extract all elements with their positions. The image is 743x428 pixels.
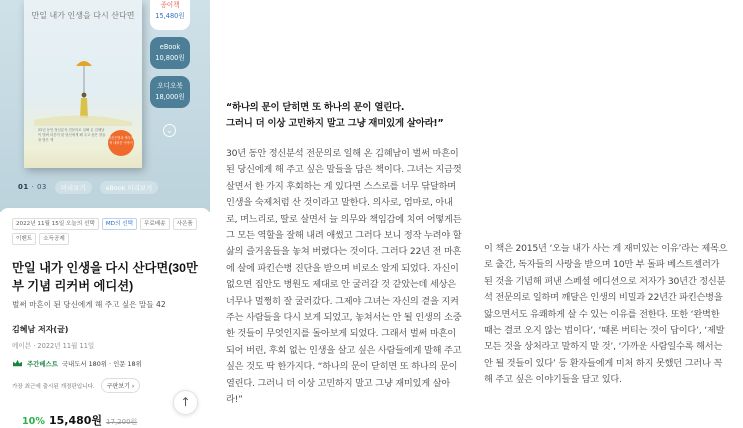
sale-price: 15,480원 bbox=[48, 414, 103, 427]
scroll-top-button[interactable] bbox=[173, 390, 198, 415]
crown-icon bbox=[12, 359, 23, 368]
highlight-quote bbox=[226, 100, 464, 132]
description-right: 이 책은 2015년 ‘오늘 내가 사는 게 재미있는 이유’라는 제목으로 출간, 독자들의 사랑을 받으며 10만 부 돌파 베스트셀러가 된 것을 기념해 펴낸 스페셜 에디션으로 저자가 30년간 정신분석 전문의로 일하며 깨달은 인생의 비밀과 22년간 파킨슨병을 앓으면서도 유쾌하게 살 수 있는 이유를 전한다. 또한 ‘완벽한 때는 결코 오지 않는 법이다’, ‘때론 버티는 것이 답이다’, ‘제발 모든 것을 상처라고 말하지 말 것’, ‘가까운 사람일수록 해서는 안 될 것들이 있다’ 등 환자들에게 미처 하지 못했던 그러나 꼭 해 주고 싶은 이야기들을 담고 있다. bbox=[484, 243, 728, 386]
tag-gift[interactable]: 사은품 bbox=[173, 218, 197, 230]
format-paper-button[interactable] bbox=[150, 0, 190, 30]
cover-title: 만일 내가 인생을 다시 산다면 bbox=[31, 11, 135, 20]
book-cover-image[interactable] bbox=[24, 0, 142, 168]
cover-blurb: 22년 동안 정신분석 전문의로 일해 온 김혜남이 벌써 마흔이 된 당신에게 해 주고 싶은 말들을 담은 책 bbox=[38, 128, 106, 142]
format-audiobook-button[interactable] bbox=[150, 76, 190, 108]
quote-line-1: “하나의 문이 닫히면 또 하나의 문이 열린다. bbox=[226, 102, 405, 113]
book-description-continued bbox=[484, 241, 730, 389]
product-panel bbox=[0, 0, 210, 428]
format-ebook-button[interactable] bbox=[150, 37, 190, 69]
cover-badge: 파킨슨병과 싸우며 써 내려간 이야기 bbox=[108, 130, 134, 156]
book-title: 만일 내가 인생을 다시 산다면(30만부 기념 리커버 에디션) bbox=[12, 261, 198, 293]
book-subtitle: 벌써 마흔이 된 당신에게 해 주고 싶은 말들 42 bbox=[12, 300, 166, 309]
preview-button[interactable]: 미리보기 bbox=[55, 181, 92, 194]
tag-event[interactable]: 이벤트 bbox=[12, 233, 36, 245]
carousel-indicator bbox=[18, 183, 47, 191]
arrow-up-icon: ↑ bbox=[180, 395, 191, 409]
format-paper-label: 종이책 bbox=[160, 1, 180, 9]
ebook-preview-button[interactable]: eBook 미리보기 bbox=[100, 181, 159, 194]
format-audiobook-label: 오디오북 bbox=[157, 82, 183, 90]
publisher-date: 메이븐 · 2022년 11월 11일 bbox=[12, 342, 95, 350]
format-paper-price: 15,480원 bbox=[155, 12, 185, 20]
cover-carousel bbox=[0, 0, 210, 212]
weekly-best-label: 주간베스트 bbox=[27, 360, 58, 368]
tag-today-pick[interactable]: 2022년 11월 15일 오늘의 선택 bbox=[12, 218, 99, 230]
book-description bbox=[226, 100, 464, 409]
format-selector bbox=[150, 0, 190, 115]
format-ebook-price: 10,800원 bbox=[155, 54, 185, 62]
format-ebook-label: eBook bbox=[159, 43, 181, 51]
tag-md-pick[interactable]: MD의 선택 bbox=[102, 218, 137, 230]
weekly-best-rank: 국내도서 180위 · 인문 18위 bbox=[61, 360, 142, 368]
price-row bbox=[22, 412, 137, 428]
quote-line-2: 그러니 더 이상 고민하지 말고 그냥 재미있게 살아라!” bbox=[226, 118, 444, 129]
edition-notice-text: 가장 최근에 출시된 개정판입니다. bbox=[12, 383, 95, 390]
carousel-total: 03 bbox=[36, 183, 47, 191]
chevron-down-icon[interactable]: ⌄ bbox=[163, 124, 176, 137]
carousel-separator: · bbox=[28, 183, 37, 191]
format-audiobook-price: 18,000원 bbox=[155, 93, 185, 101]
tag-free-shipping: 무료배송 bbox=[140, 218, 170, 230]
weekly-best[interactable] bbox=[12, 359, 198, 368]
old-edition-button[interactable]: 구판보기 › bbox=[101, 378, 141, 393]
tag-tax-deduction: 소득공제 bbox=[39, 233, 69, 245]
edition-notice bbox=[12, 378, 198, 393]
author-link[interactable]: 김혜남 저자(글) bbox=[12, 325, 69, 334]
tag-list bbox=[12, 218, 198, 245]
carousel-controls bbox=[18, 180, 158, 194]
discount-rate: 10% bbox=[22, 416, 45, 427]
original-price: 17,200원 bbox=[106, 418, 138, 426]
carousel-current: 01 bbox=[18, 183, 29, 191]
description-body: 30년 동안 정신분석 전문의로 일해 온 김혜남이 벌써 마흔이 된 당신에게 해 주고 싶은 말들을 담은 책이다. 그녀는 지금껏 살면서 한 가지 후회하는 게 있다면 스스로를 너무 닦달하며 인생을 숙제처럼 산 것이라고 말한다. 의사로, 엄마로, 아내로, 며느리로, 딸로 살면서 늘 의무와 책임감에 치여 어떻게든 그 모든 역할을 잘해 내려 애썼고 그러다 보니 정작 누려야 할 삶의 즐거움들을 놓쳐 버렸다는 것이다. 그러다 22년 전 마흔에 살에 파킨슨병 진단을 받으며 비로소 알게 되었다. 자신이 없으면 집안도 병원도 제대로 안 굴러갈 것 같았는데 세상은 너무나 멀쩡히 잘 굴러갔다. 그제야 그녀는 자신의 곁을 지켜 주는 사람들을 다시 보게 되었고, 놓쳐서는 안 될 인생의 소중한 것들이 무엇인지를 돌아보게 되었다. 그래서 벌써 마흔이 되어 버린, 후회 없는 인생을 살고 싶은 사람들에게 말해 주고 싶은 것도 딱 한가지다. “하나의 문이 닫히면 또 하나의 문이 열린다. 그러니 더 이상 고민하지 말고 그냥 재미있게 살아라!” bbox=[226, 148, 462, 406]
